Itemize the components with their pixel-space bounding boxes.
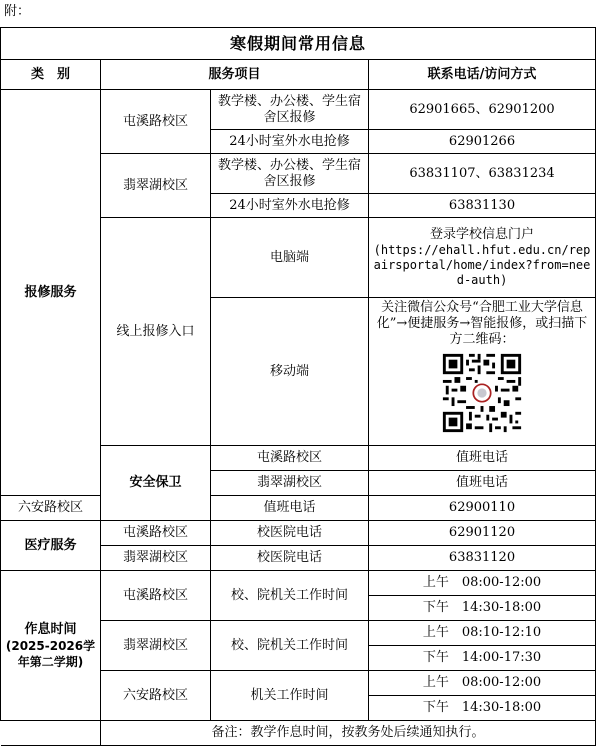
campus-cell: 屯溪路校区 [101,90,211,154]
hours-pm: 下午 14:00-17:30 [369,646,596,671]
campus-cell: 屯溪路校区 [101,571,211,621]
footer-blank [1,721,101,746]
table-row [1,496,596,521]
footer-note: 备注：教学作息时间，按教务处后续通知执行。 [101,721,596,746]
service-cell: 24小时室外水电抢修 [211,194,369,218]
header-row [1,60,596,90]
contact-cell: 63831130 [369,194,596,218]
portal-url-link[interactable]: (https://ehall.hfut.edu.cn/repairsportal/home/index?from=need-auth) [373,243,591,287]
contact-cell: 62901665、62901200 [369,90,596,130]
campus-cell: 翡翠湖校区 [101,621,211,671]
contact-cell: 63831120 [369,546,596,571]
campus-cell: 六安路校区 [1,496,101,521]
category-repair: 报修服务 [1,90,101,496]
hours-am: 上午 08:00-12:00 [369,571,596,596]
schedule-term: (2025-2026学年第二学期) [5,638,96,669]
service-cell: 电脑端 [211,218,369,298]
service-cell: 教学楼、办公楼、学生宿舍区报修 [211,90,369,130]
service-cell: 移动端 [211,298,369,446]
contact-cell: 63831107、63831234 [369,154,596,194]
category-medical: 医疗服务 [1,521,101,571]
campus-cell: 翡翠湖校区 [211,471,369,496]
contact-cell: 62900110 [369,496,596,521]
hours-pm: 下午 14:30-18:00 [369,696,596,721]
category-security: 安全保卫 [101,446,211,521]
service-cell: 24小时室外水电抢修 [211,130,369,154]
contact-cell-mobile [369,298,596,446]
portal-login-text: 登录学校信息门户 [430,227,535,242]
hours-pm: 下午 14:30-18:00 [369,596,596,621]
campus-cell: 屯溪路校区 [211,446,369,471]
hours-am: 上午 08:10-12:10 [369,621,596,646]
campus-cell: 翡翠湖校区 [101,546,211,571]
category-schedule [1,571,101,721]
footer-row [1,721,596,746]
service-cell: 值班电话 [211,496,369,521]
title-row [1,28,596,60]
service-cell: 校医院电话 [211,521,369,546]
attachment-label: 附： [4,4,31,19]
table-title: 寒假期间常用信息 [1,28,596,60]
header-service: 服务项目 [101,60,369,90]
service-cell: 校、院机关工作时间 [211,571,369,621]
contact-cell: 62901120 [369,521,596,546]
header-contact: 联系电话/访问方式 [369,60,596,90]
contact-cell: 62901266 [369,130,596,154]
service-cell: 值班电话 [369,471,596,496]
hours-am: 上午 08:00-12:00 [369,671,596,696]
campus-cell: 翡翠湖校区 [101,154,211,218]
info-table [0,27,596,746]
service-cell: 值班电话 [369,446,596,471]
table-row [1,521,596,546]
table-row [1,90,596,130]
schedule-title: 作息时间 [24,621,77,637]
online-entry-cell: 线上报修入口 [101,218,211,446]
service-cell: 教学楼、办公楼、学生宿舍区报修 [211,154,369,194]
service-cell: 机关工作时间 [211,671,369,721]
service-cell: 校、院机关工作时间 [211,621,369,671]
wechat-instructions: 关注微信公众号“合肥工业大学信息化”→便捷服务→智能报修，或扫描下方二维码： [376,300,588,347]
table-row [1,571,596,596]
service-cell: 校医院电话 [211,546,369,571]
contact-cell-pc [369,218,596,298]
qr-code-icon[interactable] [440,351,524,435]
header-category: 类 别 [1,60,101,90]
campus-cell: 六安路校区 [101,671,211,721]
campus-cell: 屯溪路校区 [101,521,211,546]
